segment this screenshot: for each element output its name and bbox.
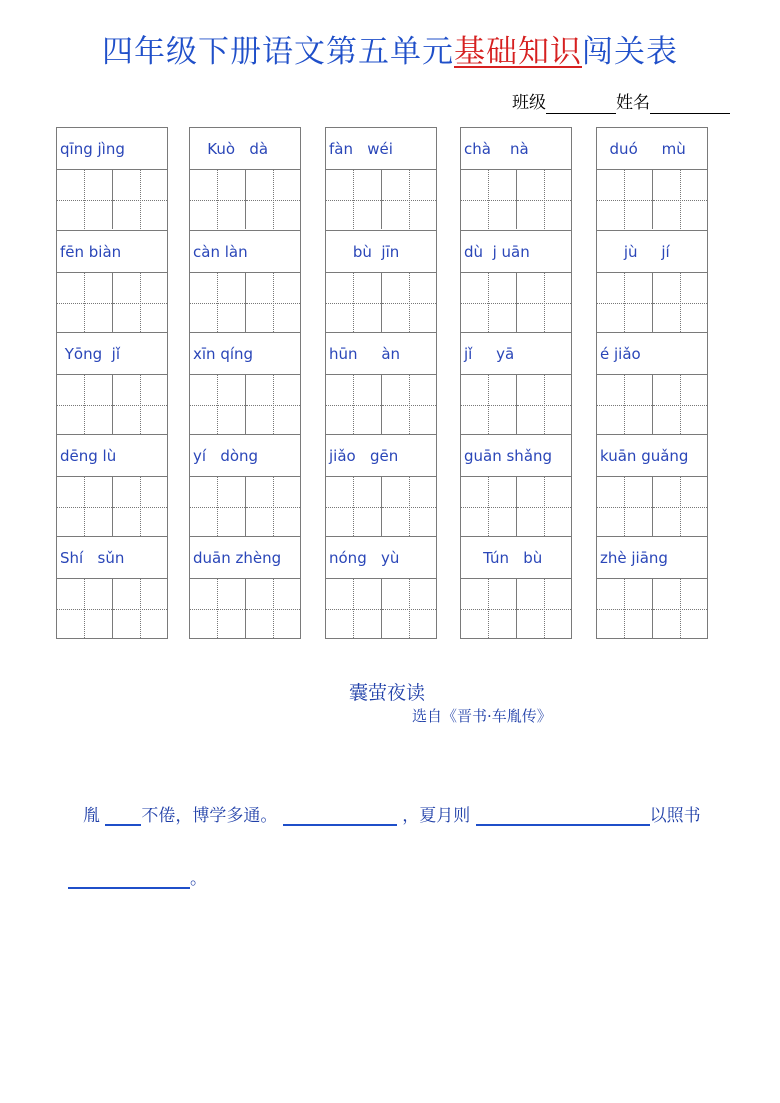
tianzige-cell[interactable] [245, 375, 301, 434]
tianzige-cell[interactable] [516, 579, 572, 638]
word-unit [597, 434, 707, 536]
character-grid [326, 170, 436, 229]
tianzige-cell[interactable] [461, 477, 516, 536]
tianzige-cell[interactable] [652, 477, 708, 536]
character-grid [326, 477, 436, 536]
tianzige-cell[interactable] [326, 170, 381, 229]
answer-blank-4[interactable] [68, 867, 190, 889]
tianzige-cell[interactable] [57, 477, 112, 536]
tianzige-cell[interactable] [326, 579, 381, 638]
name-blank[interactable] [650, 95, 730, 114]
character-grid [326, 579, 436, 638]
tianzige-cell[interactable] [57, 375, 112, 434]
poem-title: 囊萤夜读 [348, 682, 425, 704]
pinyin-label: yí dòng [190, 435, 300, 477]
pinyin-label: zhè jiāng [597, 537, 707, 579]
tianzige-cell[interactable] [326, 375, 381, 434]
tianzige-cell[interactable] [597, 579, 652, 638]
character-grid [461, 579, 571, 638]
character-grid [597, 579, 707, 638]
name-label: 姓名 [616, 93, 650, 113]
tianzige-cell[interactable] [652, 170, 708, 229]
pinyin-label: duó mù [597, 128, 707, 170]
poem-source: 选自《晋书·车胤传》 [412, 707, 552, 725]
pinyin-label: hūn àn [326, 333, 436, 375]
character-grid [597, 273, 707, 332]
title-highlight: 基础知识 [454, 34, 582, 70]
tianzige-cell[interactable] [326, 477, 381, 536]
word-unit [190, 434, 300, 536]
pinyin-label: nóng yù [326, 537, 436, 579]
word-unit [597, 230, 707, 332]
character-grid [326, 273, 436, 332]
tianzige-cell[interactable] [381, 477, 437, 536]
tianzige-cell[interactable] [461, 375, 516, 434]
tianzige-cell[interactable] [57, 170, 112, 229]
word-unit [190, 230, 300, 332]
tianzige-cell[interactable] [326, 273, 381, 332]
character-grid [190, 579, 300, 638]
class-name-fields [512, 92, 730, 114]
tianzige-cell[interactable] [597, 273, 652, 332]
word-unit [461, 536, 571, 638]
pinyin-label: fēn biàn [57, 231, 167, 273]
character-grid [597, 170, 707, 229]
character-grid [190, 273, 300, 332]
character-grid [190, 375, 300, 434]
pinyin-label: jiǎo gēn [326, 435, 436, 477]
word-unit [326, 332, 436, 434]
tianzige-cell[interactable] [461, 273, 516, 332]
pinyin-label: Shí sǔn [57, 537, 167, 579]
tianzige-cell[interactable] [652, 273, 708, 332]
word-unit [57, 332, 167, 434]
character-grid [57, 375, 167, 434]
tianzige-cell[interactable] [516, 477, 572, 536]
page-title: 四年级下册语文第五单元基础知识闯关表 [102, 34, 678, 70]
tianzige-cell[interactable] [245, 273, 301, 332]
tianzige-cell[interactable] [461, 170, 516, 229]
word-unit [461, 434, 571, 536]
tianzige-cell[interactable] [190, 273, 245, 332]
word-unit [461, 128, 571, 230]
word-unit [57, 434, 167, 536]
word-unit [57, 128, 167, 230]
word-column [325, 127, 437, 639]
pinyin-label: kuān guǎng [597, 435, 707, 477]
pinyin-label: xīn qíng [190, 333, 300, 375]
word-column [56, 127, 168, 639]
tianzige-cell[interactable] [597, 477, 652, 536]
tianzige-cell[interactable] [652, 375, 708, 434]
character-grid [190, 170, 300, 229]
pinyin-label: é jiǎo [597, 333, 707, 375]
class-blank[interactable] [546, 95, 616, 114]
tianzige-cell[interactable] [245, 579, 301, 638]
tianzige-cell[interactable] [461, 579, 516, 638]
word-unit [57, 536, 167, 638]
character-grid [190, 477, 300, 536]
pinyin-label: duān zhèng [190, 537, 300, 579]
character-grid [597, 477, 707, 536]
character-grid [57, 579, 167, 638]
answer-blank-3[interactable] [476, 804, 650, 826]
pinyin-label: qīng jìng [57, 128, 167, 170]
pinyin-label: jǐ yā [461, 333, 571, 375]
tianzige-cell[interactable] [381, 579, 437, 638]
word-unit [461, 332, 571, 434]
character-grid [57, 477, 167, 536]
character-grid [461, 375, 571, 434]
word-unit [190, 536, 300, 638]
word-column [189, 127, 301, 639]
pinyin-label: jù jí [597, 231, 707, 273]
tianzige-cell[interactable] [597, 375, 652, 434]
pinyin-label: dù j uān [461, 231, 571, 273]
word-unit [326, 128, 436, 230]
tianzige-cell[interactable] [597, 170, 652, 229]
tianzige-cell[interactable] [245, 477, 301, 536]
character-grid [326, 375, 436, 434]
tianzige-cell[interactable] [190, 375, 245, 434]
tianzige-cell[interactable] [381, 273, 437, 332]
word-unit [326, 536, 436, 638]
word-unit [57, 230, 167, 332]
tianzige-cell[interactable] [112, 477, 168, 536]
word-unit [597, 332, 707, 434]
tianzige-cell[interactable] [190, 170, 245, 229]
word-column [596, 127, 708, 639]
fill-line-1: 胤 不倦，博学多通。 ，夏月则 以照书 [83, 806, 701, 826]
tianzige-cell[interactable] [112, 579, 168, 638]
tianzige-cell[interactable] [190, 477, 245, 536]
pinyin-label: càn làn [190, 231, 300, 273]
tianzige-cell[interactable] [516, 273, 572, 332]
tianzige-cell[interactable] [112, 273, 168, 332]
word-unit [326, 230, 436, 332]
tianzige-cell[interactable] [381, 170, 437, 229]
word-column [460, 127, 572, 639]
tianzige-cell[interactable] [57, 273, 112, 332]
character-grid [57, 273, 167, 332]
word-unit [461, 230, 571, 332]
answer-blank-1[interactable] [105, 804, 141, 826]
tianzige-cell[interactable] [381, 375, 437, 434]
tianzige-cell[interactable] [190, 579, 245, 638]
pinyin-label: dēng lù [57, 435, 167, 477]
tianzige-cell[interactable] [652, 579, 708, 638]
word-unit [597, 128, 707, 230]
word-unit [190, 128, 300, 230]
word-unit [326, 434, 436, 536]
tianzige-cell[interactable] [112, 375, 168, 434]
pinyin-label: chà nà [461, 128, 571, 170]
pinyin-label: Tún bù [461, 537, 571, 579]
word-unit [597, 536, 707, 638]
character-grid [461, 273, 571, 332]
pinyin-label: fàn wéi [326, 128, 436, 170]
tianzige-cell[interactable] [57, 579, 112, 638]
tianzige-cell[interactable] [516, 170, 572, 229]
word-unit [190, 332, 300, 434]
fill-line-2: 。 [68, 864, 207, 889]
tianzige-cell[interactable] [516, 375, 572, 434]
pinyin-label: bù jīn [326, 231, 436, 273]
pinyin-label: Yōng jǐ [57, 333, 167, 375]
character-grid [57, 170, 167, 229]
pinyin-label: Kuò dà [190, 128, 300, 170]
class-label: 班级 [512, 93, 546, 113]
pinyin-label: guān shǎng [461, 435, 571, 477]
character-grid [597, 375, 707, 434]
character-grid [461, 477, 571, 536]
answer-blank-2[interactable] [283, 804, 397, 826]
character-grid [461, 170, 571, 229]
tianzige-cell[interactable] [245, 170, 301, 229]
tianzige-cell[interactable] [112, 170, 168, 229]
